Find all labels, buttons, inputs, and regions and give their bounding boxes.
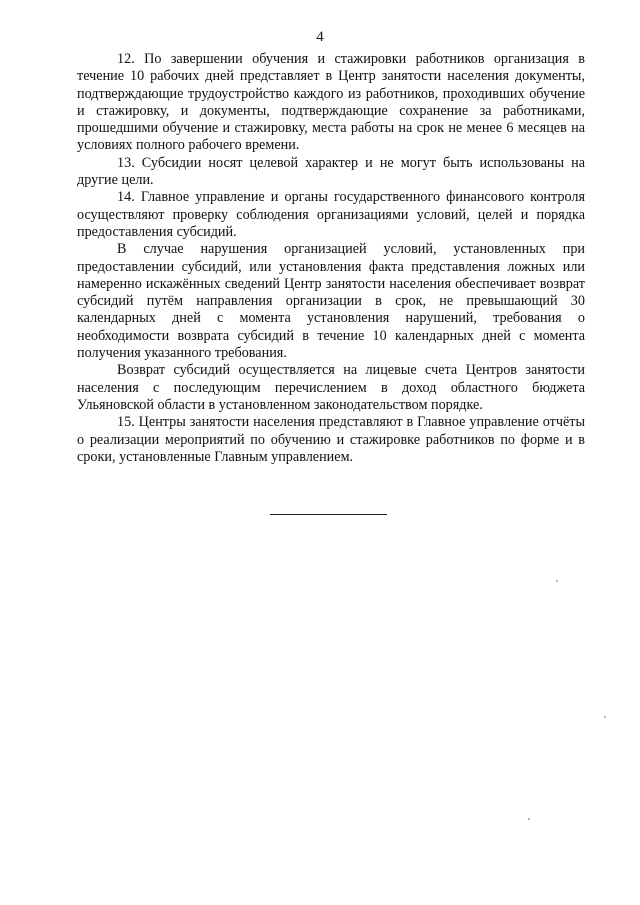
- scan-speck: [528, 818, 530, 820]
- paragraph-15: 15. Центры занятости населения представляют в Главное управление отчёты о реализации мероприятий по обучению и стажировке работников по форме и в сроки, установленные Главным управлением.: [77, 414, 585, 465]
- paragraph-12: 12. По завершении обучения и стажировки работников организация в течение 10 рабочих дней представляет в Центр занятости населения документы, подтверждающие трудоустройство каждого из работников, проходивших обучение и стажировку, и документы, подтверждающие сохранение за работниками, прошедшими обучение и стажировку, места работы на срок не менее 6 месяцев на условиях полного рабочего времени.: [77, 51, 585, 154]
- paragraph-14-violation: В случае нарушения организацией условий, установленных при предоставлении субсидий, или установления факта представления ложных или намеренно искажённых сведений Центр занятости населения обеспечивает возврат субсидий путём направления организации в срок, не превышающий 30 календарных дней с момента установления нарушений, требования о необходимости возврата субсидий в течение 10 календарных дней с момента получения указанного требования.: [77, 241, 585, 362]
- document-body: [77, 51, 585, 466]
- page-number: 4: [316, 29, 324, 45]
- paragraph-13: 13. Субсидии носят целевой характер и не могут быть использованы на другие цели.: [77, 154, 585, 189]
- scan-speck: [604, 716, 606, 718]
- paragraph-14-refund: Возврат субсидий осуществляется на лицевые счета Центров занятости населения с последующим перечислением в доход областного бюджета Ульяновской области в установленном законодательством порядке.: [77, 362, 585, 413]
- paragraph-14: 14. Главное управление и органы государственного финансового контроля осуществляют проверку соблюдения организациями условий, целей и порядка предоставления субсидий.: [77, 189, 585, 240]
- scan-speck: [556, 580, 558, 582]
- closing-separator-line: [270, 514, 387, 515]
